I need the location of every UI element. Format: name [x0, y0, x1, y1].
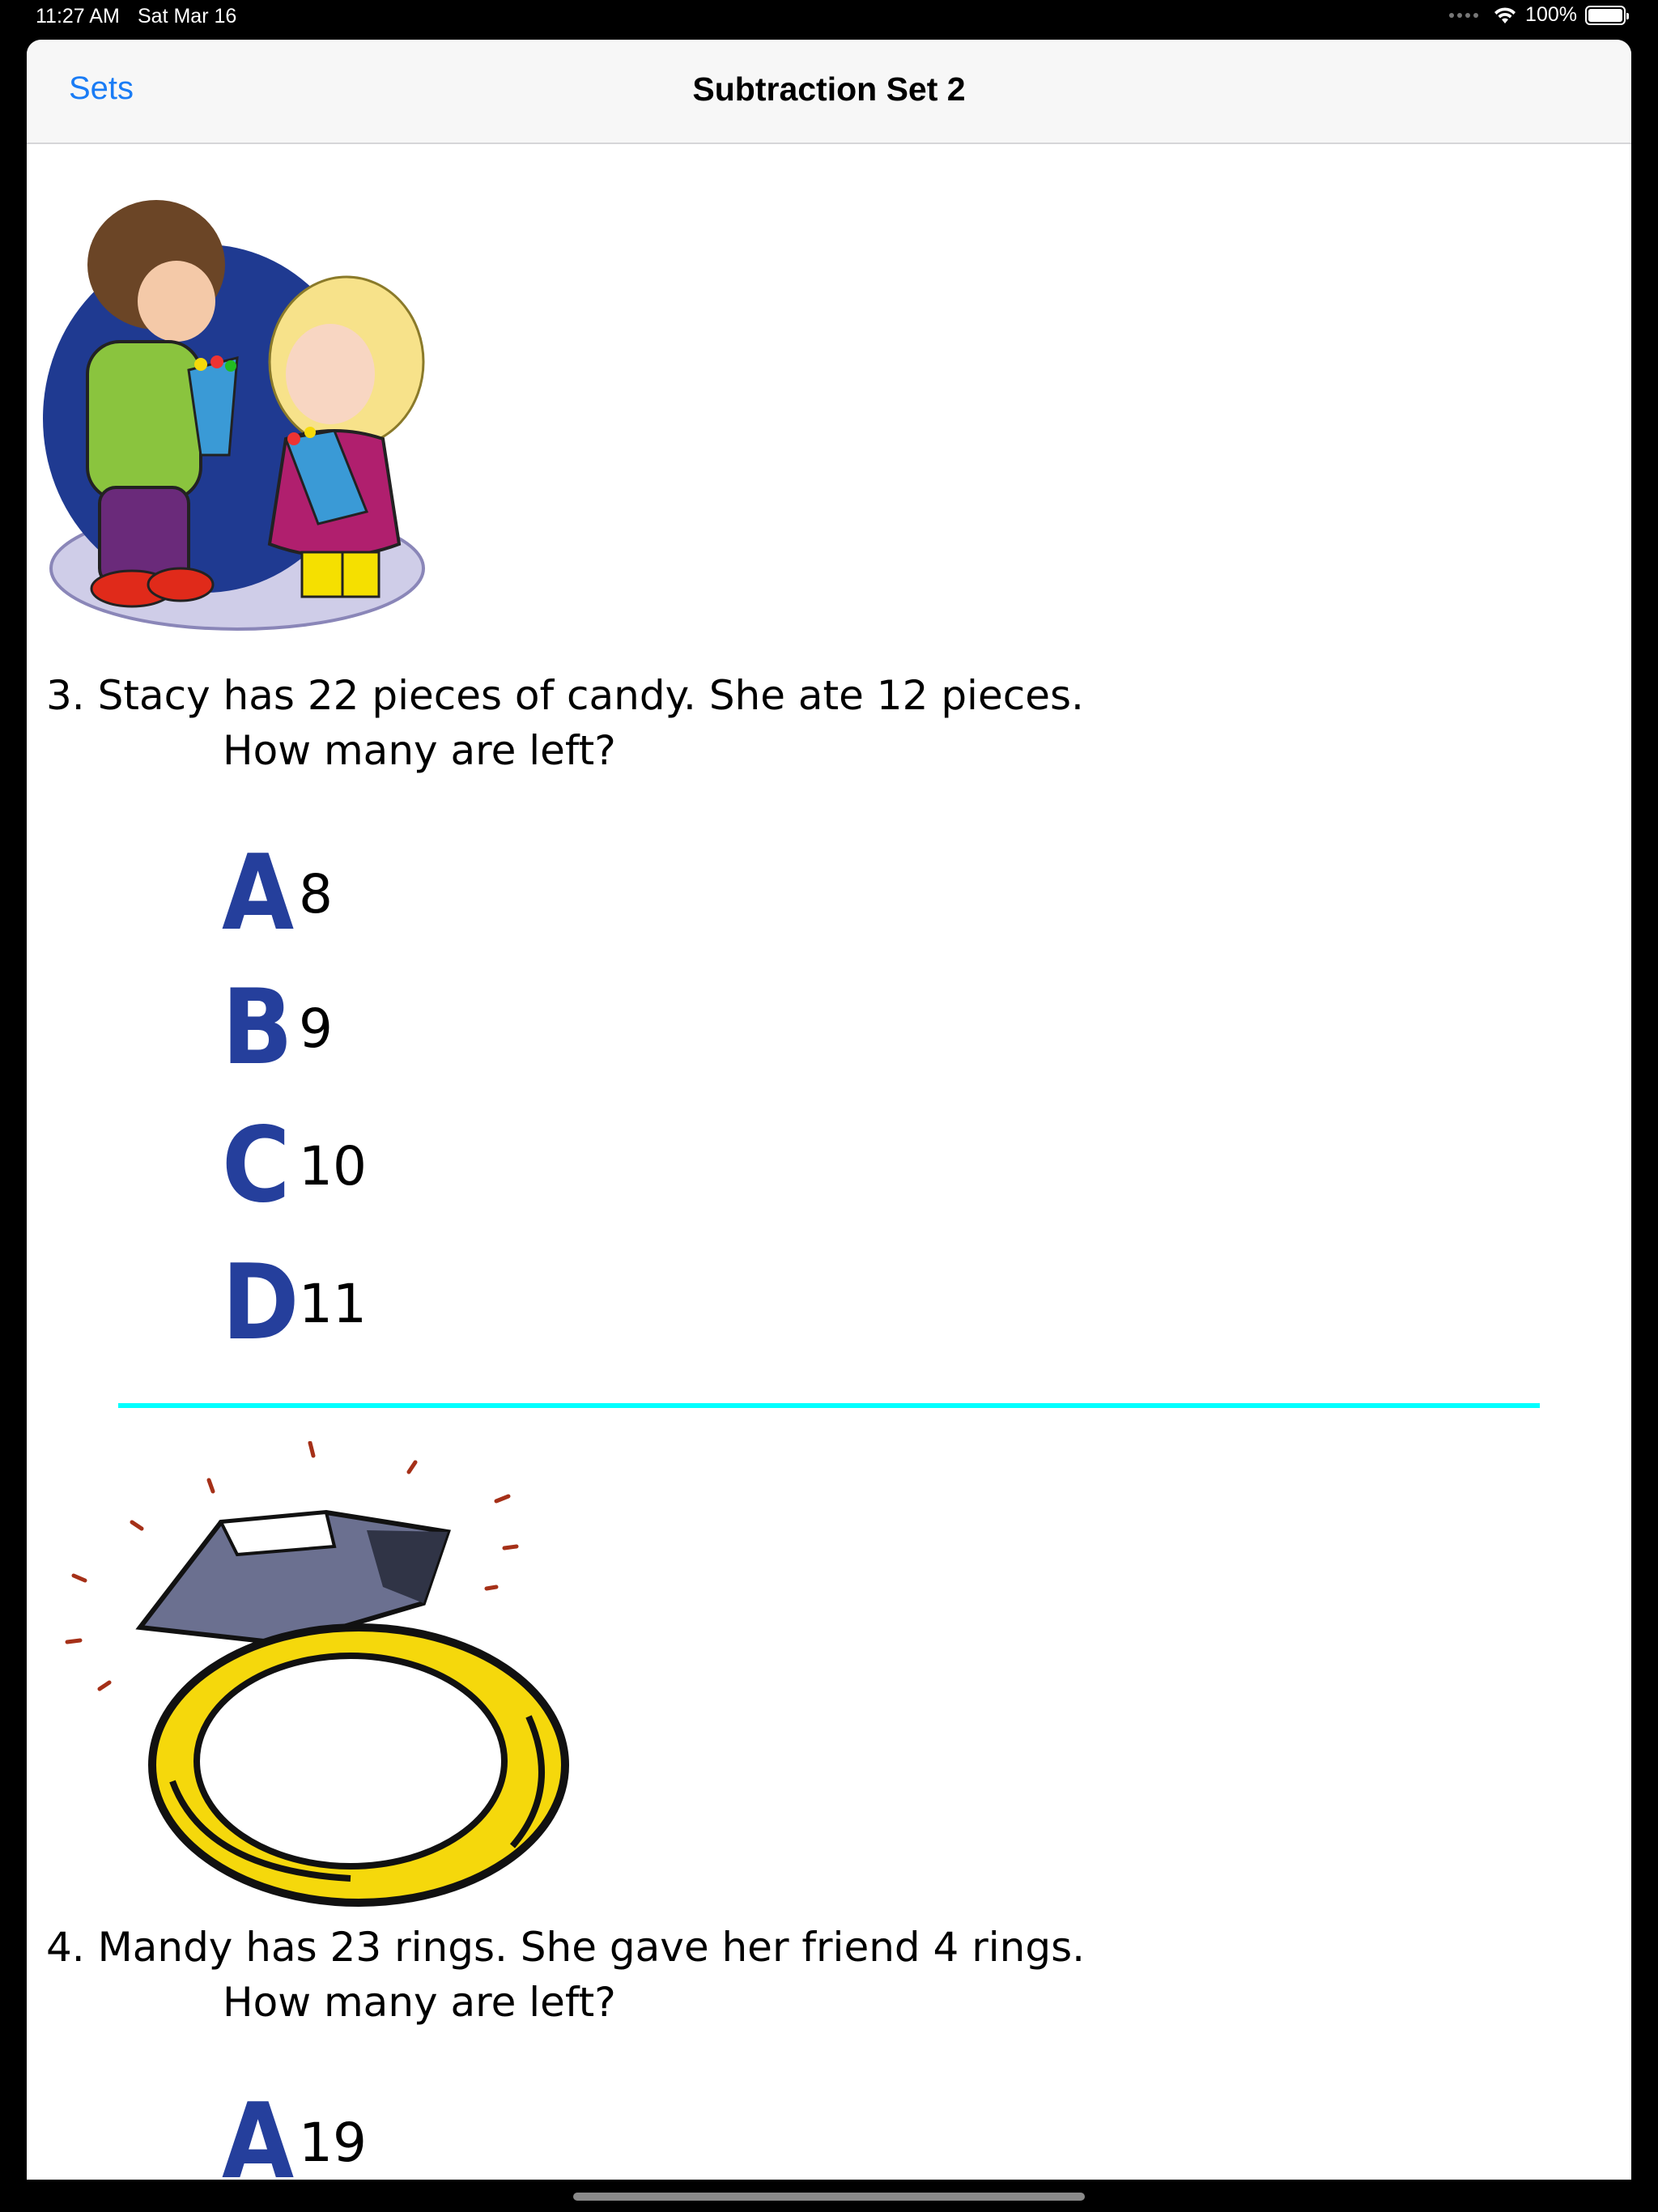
question-3-choice-a[interactable] — [218, 833, 333, 954]
quiz-sheet — [27, 40, 1631, 2180]
status-time: 11:27 AM — [36, 5, 120, 28]
home-indicator[interactable] — [573, 2193, 1085, 2201]
question-4-text: 4. Mandy has 23 rings. She gave her friend 4 rings. — [46, 1924, 1086, 1971]
diamond-ring-illustration — [43, 1441, 610, 1911]
question-3-choice-c[interactable] — [218, 1105, 367, 1226]
question-divider — [118, 1403, 1540, 1408]
page-title: Subtraction Set 2 — [692, 70, 966, 108]
question-3-prompt: How many are left? — [223, 727, 616, 774]
choice-value: 19 — [299, 2111, 367, 2174]
status-date: Sat Mar 16 — [138, 5, 237, 28]
navigation-bar — [27, 40, 1631, 144]
choice-letter: D — [222, 1243, 300, 1363]
wifi-icon — [1493, 6, 1517, 25]
choice-letter: B — [222, 968, 293, 1088]
choice-value: 10 — [299, 1134, 367, 1197]
question-4-choice-a[interactable] — [218, 2082, 367, 2180]
children-with-candy-illustration — [43, 196, 448, 649]
choice-value: 9 — [299, 997, 333, 1060]
battery-percent: 100% — [1525, 3, 1577, 26]
question-4-prompt: How many are left? — [223, 1979, 616, 2026]
choice-letter: A — [222, 833, 295, 954]
question-3 — [46, 672, 1084, 774]
cellular-icon — [1449, 13, 1478, 18]
status-indicators — [1449, 3, 1626, 27]
choice-value: 8 — [299, 862, 333, 925]
question-3-choice-d[interactable] — [218, 1243, 367, 1363]
question-4 — [46, 1924, 1085, 2026]
choice-letter: A — [222, 2082, 295, 2180]
choice-letter: C — [222, 1105, 291, 1226]
choice-value: 11 — [299, 1272, 367, 1335]
sets-back-button[interactable]: Sets — [69, 70, 134, 106]
question-3-text: 3. Stacy has 22 pieces of candy. She ate 12 pieces. — [46, 672, 1084, 719]
battery-icon — [1585, 6, 1626, 25]
question-3-choice-b[interactable] — [218, 968, 333, 1088]
status-bar — [0, 0, 1658, 39]
